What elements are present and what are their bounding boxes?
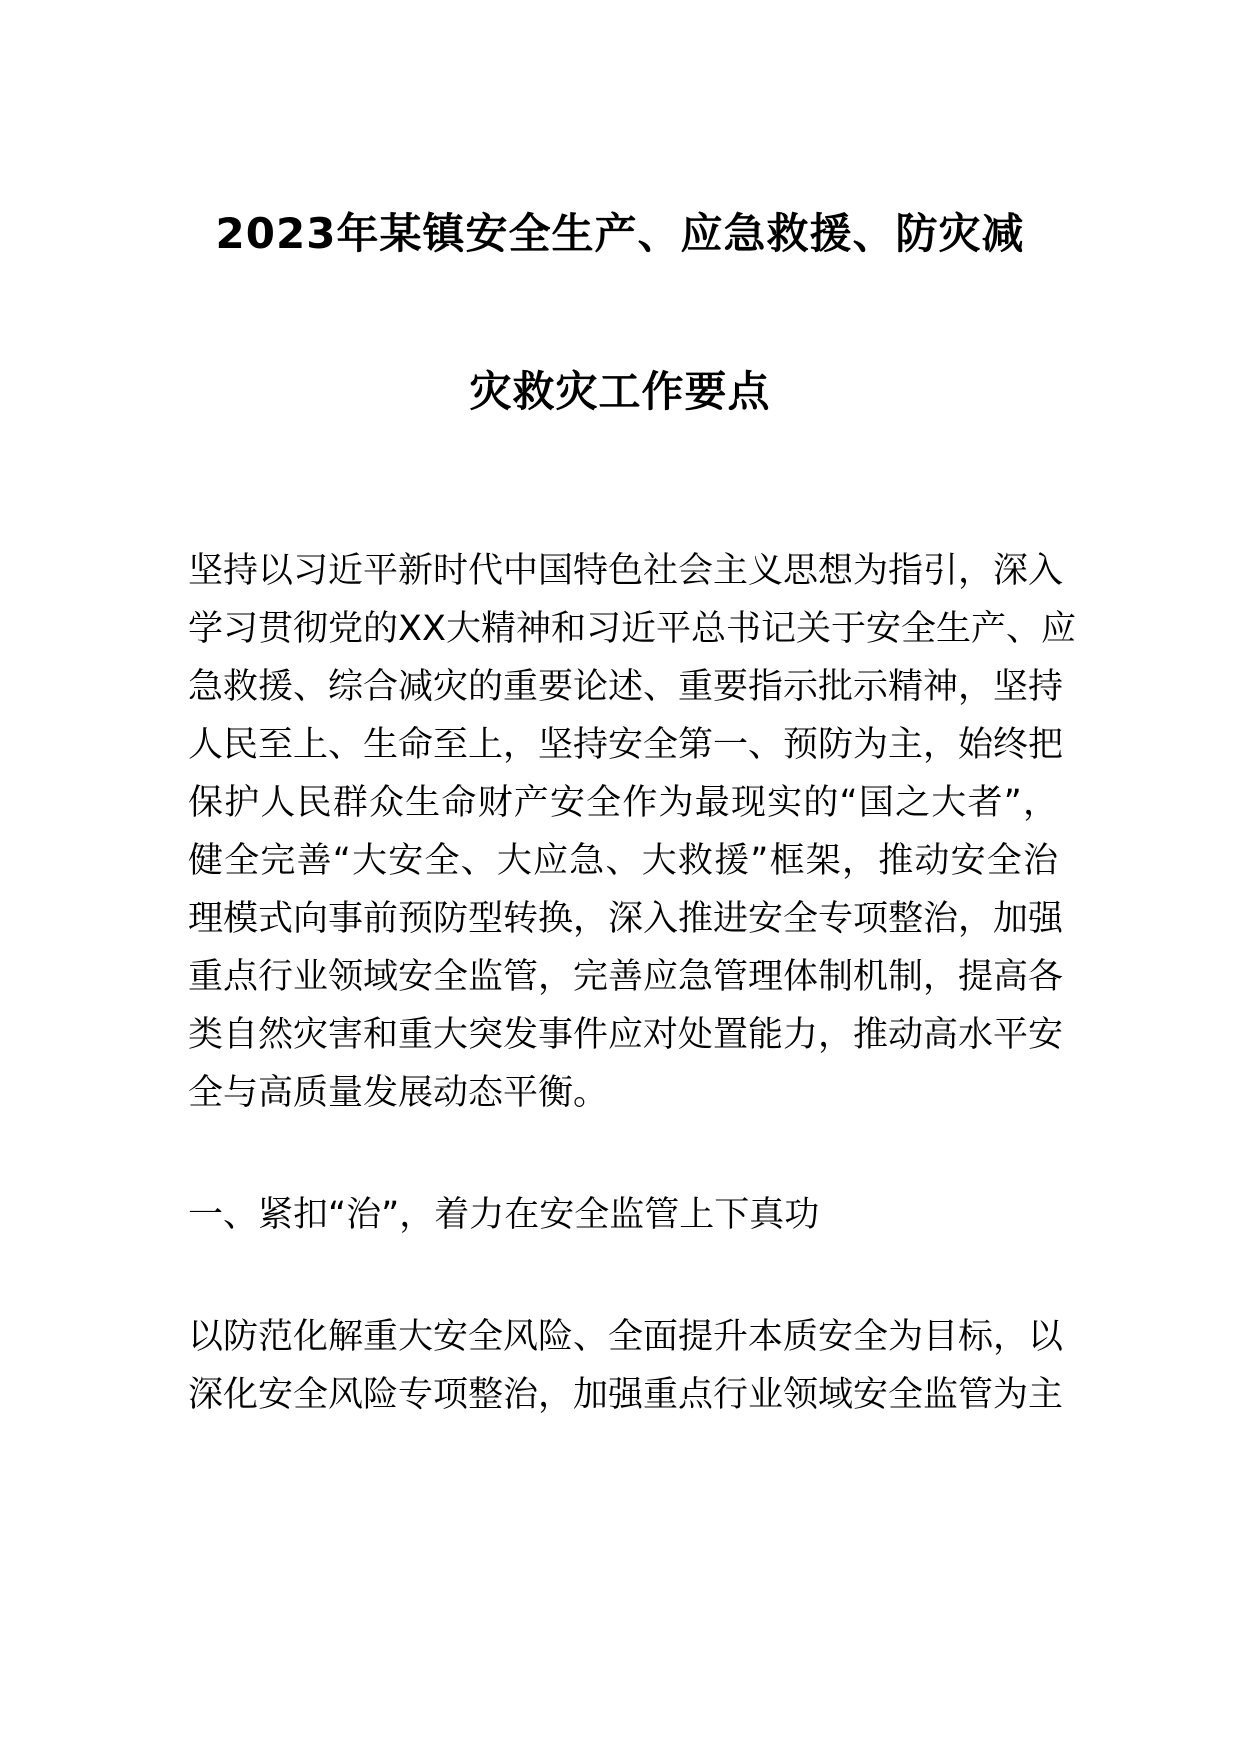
intro-paragraph-line: 全与高质量发展动态平衡。 [188,1073,609,1113]
intro-paragraph-line: 重点行业领域安全监管，完善应急管理体制机制，提高各 [188,957,1064,997]
intro-paragraph-line: 理模式向事前预防型转换，深入推进安全专项整治，加强 [188,899,1064,939]
intro-paragraph-line: 保护人民群众生命财产安全作为最现实的“国之大者”， [188,783,1058,823]
intro-paragraph-line: 学习贯彻党的XX大精神和习近平总书记关于安全生产、应 [188,609,1076,649]
document-title-line-1: 2023年某镇安全生产、应急救援、防灾减 [215,209,1025,258]
intro-paragraph-line: 坚持以习近平新时代中国特色社会主义思想为指引，深入 [188,551,1064,591]
intro-paragraph-line: 急救援、综合减灾的重要论述、重要指示批示精神，坚持 [188,667,1064,707]
intro-paragraph-line: 类自然灾害和重大突发事件应对处置能力，推动高水平安 [188,1015,1064,1055]
document-title-line-2: 灾救灾工作要点 [469,367,771,416]
section-1-heading: 一、紧扣“治”，着力在安全监管上下真功 [188,1195,820,1235]
section-1-paragraph-line: 以防范化解重大安全风险、全面提升本质安全为目标，以 [188,1317,1064,1357]
intro-paragraph-line: 人民至上、生命至上，坚持安全第一、预防为主，始终把 [188,725,1064,765]
section-1-paragraph-line: 深化安全风险专项整治，加强重点行业领域安全监管为主 [188,1375,1064,1415]
intro-paragraph-line: 健全完善“大安全、大应急、大救援”框架，推动安全治 [188,841,1058,881]
